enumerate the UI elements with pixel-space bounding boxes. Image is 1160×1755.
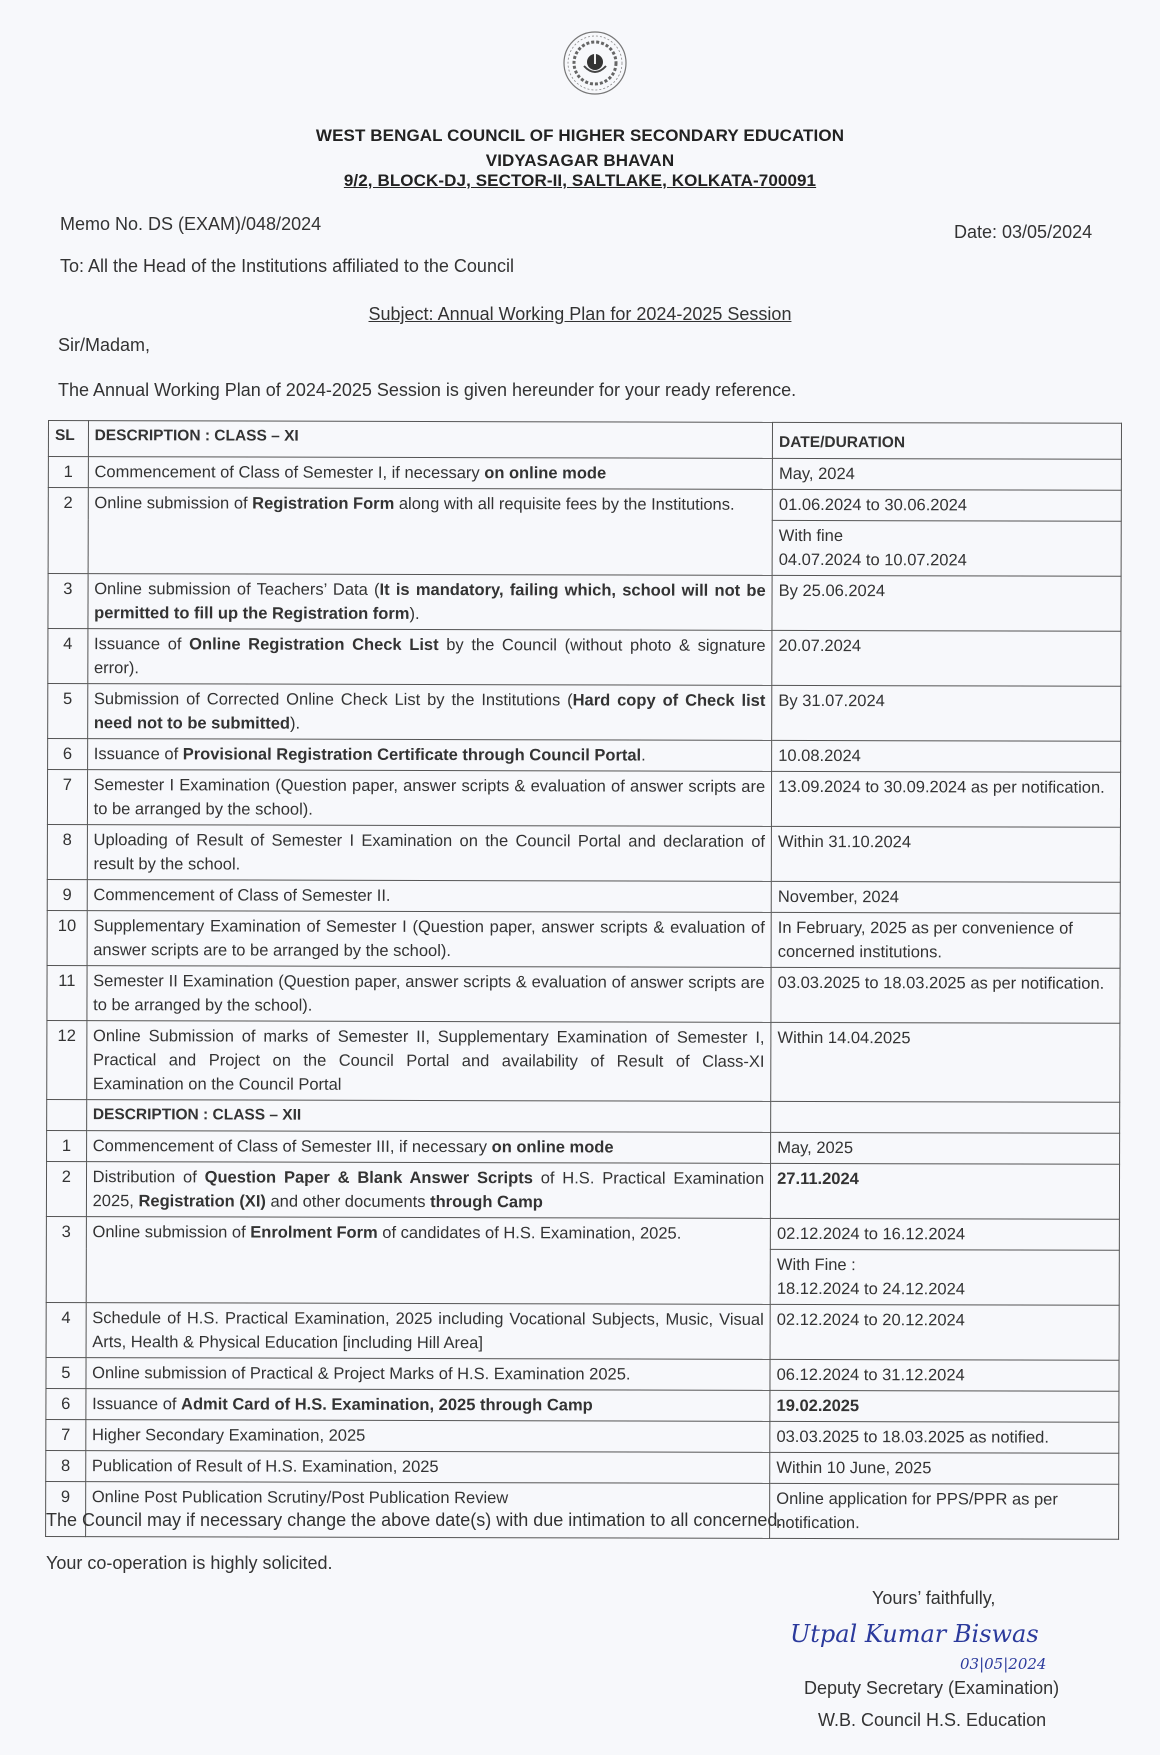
row-description: Commencement of Class of Semester III, if necessary on online mode [86, 1131, 771, 1164]
row-date: May, 2025 [771, 1132, 1120, 1164]
subject-line: Subject: Annual Working Plan for 2024-2025 Session [368, 304, 792, 324]
building-name: VIDYASAGAR BHAVAN [485, 151, 675, 170]
row-sl: 6 [48, 739, 88, 770]
memo-date: Date: 03/05/2024 [954, 222, 1093, 242]
class-xi-rows [47, 457, 1122, 1103]
table-row [48, 457, 1121, 491]
header-description-xii: DESCRIPTION : CLASS – XII [86, 1100, 771, 1133]
row-description: Supplementary Examination of Semester I (Question paper, answer scripts & evaluation of answer scripts are to be arranged by the school). [87, 911, 772, 968]
row-date: In February, 2025 as per convenience of concerned institutions. [771, 912, 1120, 968]
signature: Utpal Kumar Biswas [790, 1620, 1039, 1648]
row-date: May, 2024 [772, 458, 1121, 490]
row-sl: 10 [47, 910, 87, 965]
row-sl: 8 [46, 1450, 86, 1481]
table-row [46, 1419, 1119, 1453]
row-description: Issuance of Online Registration Check List by the Council (without photo & signature error). [87, 629, 772, 686]
table-row [46, 1450, 1119, 1484]
row-description: Distribution of Question Paper & Blank Answer Scripts of H.S. Practical Examination 2025, Registration (XI) and other documents through Camp [86, 1162, 771, 1219]
row-sl: 6 [46, 1388, 86, 1419]
signature-date: 03|05|2024 [960, 1655, 1047, 1673]
signatory-designation: Deputy Secretary (Examination) [804, 1678, 1060, 1698]
row-sl: 1 [48, 457, 88, 488]
row-description: Commencement of Class of Semester I, if necessary on online mode [88, 457, 773, 490]
row-description: Uploading of Result of Semester I Examination on the Council Portal and declaration of result by the school. [87, 825, 772, 882]
row-date: November, 2024 [771, 881, 1120, 913]
row-date: 19.02.2025 [770, 1390, 1119, 1422]
row-date: By 31.07.2024 [772, 685, 1121, 741]
table-row [47, 879, 1120, 913]
row-description: Online Post Publication Scrutiny/Post Publication Review [85, 1482, 770, 1539]
row-sl: 4 [46, 1302, 86, 1357]
row-date: 01.06.2024 to 30.06.2024 [772, 489, 1121, 521]
council-seal-icon [562, 30, 628, 96]
address: 9/2, BLOCK-DJ, SECTOR-II, SALTLAKE, KOLKATA-700091 [343, 171, 817, 190]
fine-label: With Fine : [776, 1255, 856, 1275]
row-sl: 3 [46, 1216, 86, 1302]
row-sl: 7 [46, 1419, 86, 1450]
row-date: 13.09.2024 to 30.09.2024 as per notification. [772, 771, 1121, 827]
row-date: 02.12.2024 to 20.12.2024 [770, 1304, 1119, 1360]
table-row [48, 739, 1121, 773]
row-sl: 1 [47, 1130, 87, 1161]
row-date-with-fine [770, 1249, 1119, 1305]
table-row [47, 965, 1120, 1023]
row-date: 02.12.2024 to 16.12.2024 [770, 1218, 1119, 1250]
header-description-xi: DESCRIPTION : CLASS – XI [88, 421, 773, 459]
row-date: 10.08.2024 [772, 740, 1121, 772]
row-description: Issuance of Provisional Registration Certificate through Council Portal. [87, 739, 772, 772]
row-description: Online submission of Teachers’ Data (It is mandatory, failing which, school will not be permitted to fill up the Registration form). [88, 574, 773, 631]
fine-date: 04.07.2024 to 10.07.2024 [778, 550, 967, 570]
class-xii-rows [46, 1130, 1120, 1539]
table-row [46, 1357, 1119, 1391]
row-description: Online submission of Practical & Project Marks of H.S. Examination 2025. [86, 1358, 771, 1391]
section-date-empty [771, 1101, 1120, 1133]
row-description: Submission of Corrected Online Check List by the Institutions (Hard copy of Check list need not to be submitted). [87, 684, 772, 741]
intro-paragraph: The Annual Working Plan of 2024-2025 Session is given hereunder for your ready reference. [58, 380, 797, 400]
header-date: DATE/DURATION [773, 422, 1122, 459]
row-sl: 5 [48, 684, 88, 739]
row-date: 20.07.2024 [772, 630, 1121, 686]
working-plan-table [45, 420, 1122, 1540]
row-sl: 5 [46, 1357, 86, 1388]
row-date-with-fine [772, 520, 1121, 576]
cooperation-line: Your co-operation is highly solicited. [46, 1553, 333, 1573]
table-row [47, 910, 1120, 968]
row-description: Semester II Examination (Question paper, answer scripts & evaluation of answer scripts are to be arranged by the school). [87, 966, 772, 1023]
fine-date: 18.12.2024 to 24.12.2024 [776, 1279, 965, 1299]
table-row [46, 1388, 1119, 1422]
table-row [47, 1020, 1120, 1102]
row-sl: 12 [47, 1020, 87, 1099]
row-description: Publication of Result of H.S. Examination, 2025 [85, 1451, 770, 1484]
header-sl: SL [48, 421, 88, 457]
valediction: Yours’ faithfully, [872, 1588, 996, 1608]
row-description: Higher Secondary Examination, 2025 [85, 1420, 770, 1453]
table-header-row [48, 421, 1121, 460]
salutation: Sir/Madam, [58, 335, 151, 355]
table-row [46, 1302, 1119, 1360]
row-sl: 4 [48, 629, 88, 684]
row-date: Within 10 June, 2025 [770, 1452, 1119, 1484]
section-sl-empty [47, 1099, 87, 1130]
row-date: 03.03.2025 to 18.03.2025 as per notification. [771, 967, 1120, 1023]
org-name: WEST BENGAL COUNCIL OF HIGHER SECONDARY EDUCATION [315, 126, 845, 145]
row-description: Schedule of H.S. Practical Examination, 2025 including Vocational Subjects, Music, Visual Arts, Health & Physical Education [including Hill Area] [86, 1303, 771, 1360]
row-sl: 9 [46, 1481, 86, 1536]
row-description: Issuance of Admit Card of H.S. Examination, 2025 through Camp [86, 1389, 771, 1422]
row-description: Commencement of Class of Semester II. [87, 880, 772, 913]
table-row [47, 824, 1120, 882]
row-sl: 9 [47, 879, 87, 910]
row-description: Online submission of Registration Form along with all requisite fees by the Institutions. [88, 488, 773, 576]
table-row [46, 1216, 1119, 1250]
table-row [48, 488, 1121, 522]
fine-label: With fine [778, 526, 844, 546]
row-sl: 11 [47, 965, 87, 1020]
table-row [48, 574, 1121, 632]
row-sl: 8 [47, 824, 87, 879]
row-date: 06.12.2024 to 31.12.2024 [770, 1359, 1119, 1391]
recipient-line: To: All the Head of the Institutions affiliated to the Council [60, 256, 514, 276]
row-description: Online submission of Enrolment Form of candidates of H.S. Examination, 2025. [86, 1217, 771, 1305]
memo-number: Memo No. DS (EXAM)/048/2024 [60, 214, 322, 234]
table-row [48, 629, 1121, 687]
row-date: Online application for PPS/PPR as per notification. [770, 1483, 1119, 1539]
table-row [46, 1161, 1119, 1219]
row-sl: 7 [47, 770, 87, 825]
row-description: Semester I Examination (Question paper, answer scripts & evaluation of answer scripts are to be arranged by the school). [87, 770, 772, 827]
row-sl: 2 [48, 488, 88, 574]
closing-note: The Council may if necessary change the above date(s) with due intimation to all concerned. [46, 1510, 783, 1530]
row-date: Within 31.10.2024 [771, 826, 1120, 882]
table-row [48, 684, 1121, 742]
section-header-row [47, 1099, 1120, 1133]
row-sl: 3 [48, 574, 88, 629]
row-sl: 2 [46, 1161, 86, 1216]
row-date: 27.11.2024 [771, 1163, 1120, 1219]
signatory-office: W.B. Council H.S. Education [818, 1710, 1047, 1730]
row-date: By 25.06.2024 [772, 575, 1121, 631]
table-row [47, 1130, 1120, 1164]
table-row [47, 770, 1120, 828]
row-date: Within 14.04.2025 [771, 1022, 1120, 1102]
row-description: Online Submission of marks of Semester II, Supplementary Examination of Semester I, Practical and Project on the Council Portal and availability of Result of Class-XI Examination on the Council Portal [86, 1021, 771, 1102]
row-date: 03.03.2025 to 18.03.2025 as notified. [770, 1421, 1119, 1453]
